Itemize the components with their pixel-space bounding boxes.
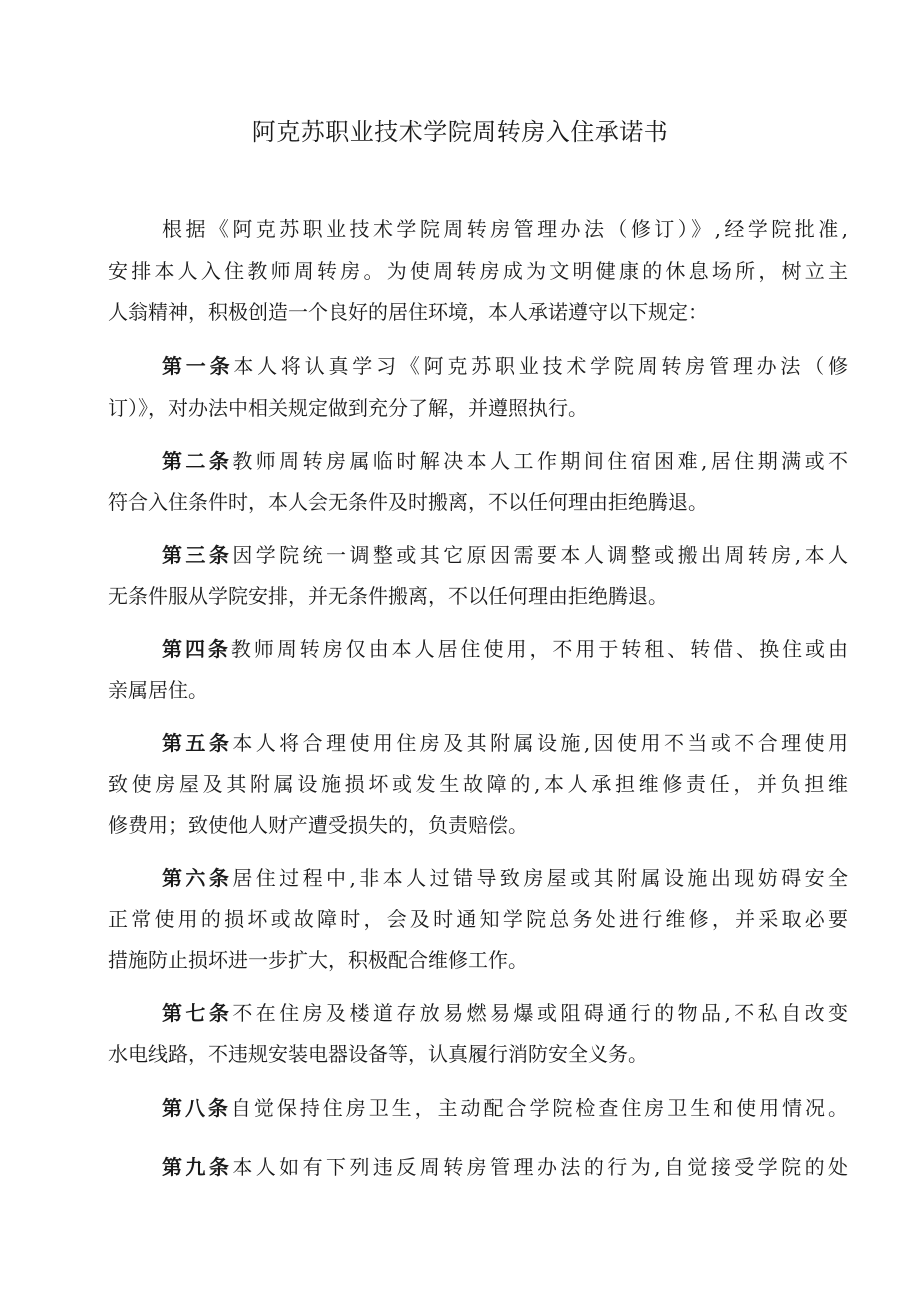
article-3-line-2: 无条件服从学院安排，并无条件搬离，不以任何理由拒绝腾退。 (108, 584, 668, 608)
article-6-line-3: 措施防止损坏进一步扩大，积极配合维修工作。 (108, 948, 528, 972)
article-8-line-1: 第八条自觉保持住房卫生，主动配合学院检查住房卫生和使用情况。 (162, 1096, 849, 1120)
article-2-line-2: 符合入住条件时，本人会无条件及时搬离，不以任何理由拒绝腾退。 (108, 490, 708, 514)
article-7-line-2: 水电线路，不违规安装电器设备等，认真履行消防安全义务。 (108, 1042, 648, 1066)
article-8-label: 第八条 (162, 1096, 231, 1120)
article-4-line-1: 第四条教师周转房仅由本人居住使用，不用于转租、转借、换住或由 (162, 637, 849, 661)
intro-line-1: 根据《阿克苏职业技术学院周转房管理办法（修订）》,经学院批准, (162, 217, 848, 241)
document-title: 阿克苏职业技术学院周转房入住承诺书 (251, 118, 669, 146)
article-5-label: 第五条 (162, 731, 233, 755)
article-4-line-2: 亲属居住。 (108, 678, 208, 702)
article-9-line-1: 第九条本人如有下列违反周转房管理办法的行为,自觉接受学院的处 (162, 1155, 849, 1179)
article-5-line-2: 致使房屋及其附属设施损坏或发生故障的,本人承担维修责任，并负担维 (108, 772, 848, 796)
article-3-line-1: 第三条因学院统一调整或其它原因需要本人调整或搬出周转房,本人 (162, 543, 849, 567)
article-2-line-1: 第二条教师周转房属临时解决本人工作期间住宿困难,居住期满或不 (162, 449, 849, 473)
article-7-label: 第七条 (162, 1001, 233, 1025)
article-2-label: 第二条 (162, 449, 233, 473)
article-1-line-2: 订）》，对办法中相关规定做到充分了解，并遵照执行。 (108, 396, 588, 420)
article-6-label: 第六条 (162, 866, 233, 890)
article-7-line-1: 第七条不在住房及楼道存放易燃易爆或阻碍通行的物品,不私自改变 (162, 1001, 849, 1025)
article-3-label: 第三条 (162, 543, 233, 567)
article-5-line-3: 修费用；致使他人财产遭受损失的，负责赔偿。 (108, 813, 528, 837)
article-5-line-1: 第五条本人将合理使用住房及其附属设施,因使用不当或不合理使用 (162, 731, 849, 755)
article-4-label: 第四条 (162, 637, 231, 661)
intro-line-3: 人翁精神，积极创造一个良好的居住环境，本人承诺遵守以下规定： (108, 300, 708, 324)
article-1-line-1: 第一条本人将认真学习《阿克苏职业技术学院周转房管理办法（修 (162, 354, 849, 378)
article-6-line-2: 正常使用的损坏或故障时，会及时通知学院总务处进行维修，并采取必要 (108, 907, 848, 931)
article-9-label: 第九条 (162, 1155, 233, 1179)
intro-line-2: 安排本人入住教师周转房。为使周转房成为文明健康的休息场所，树立主 (108, 259, 848, 283)
article-1-label: 第一条 (162, 354, 234, 378)
article-6-line-1: 第六条居住过程中,非本人过错导致房屋或其附属设施出现妨碍安全 (162, 866, 849, 890)
